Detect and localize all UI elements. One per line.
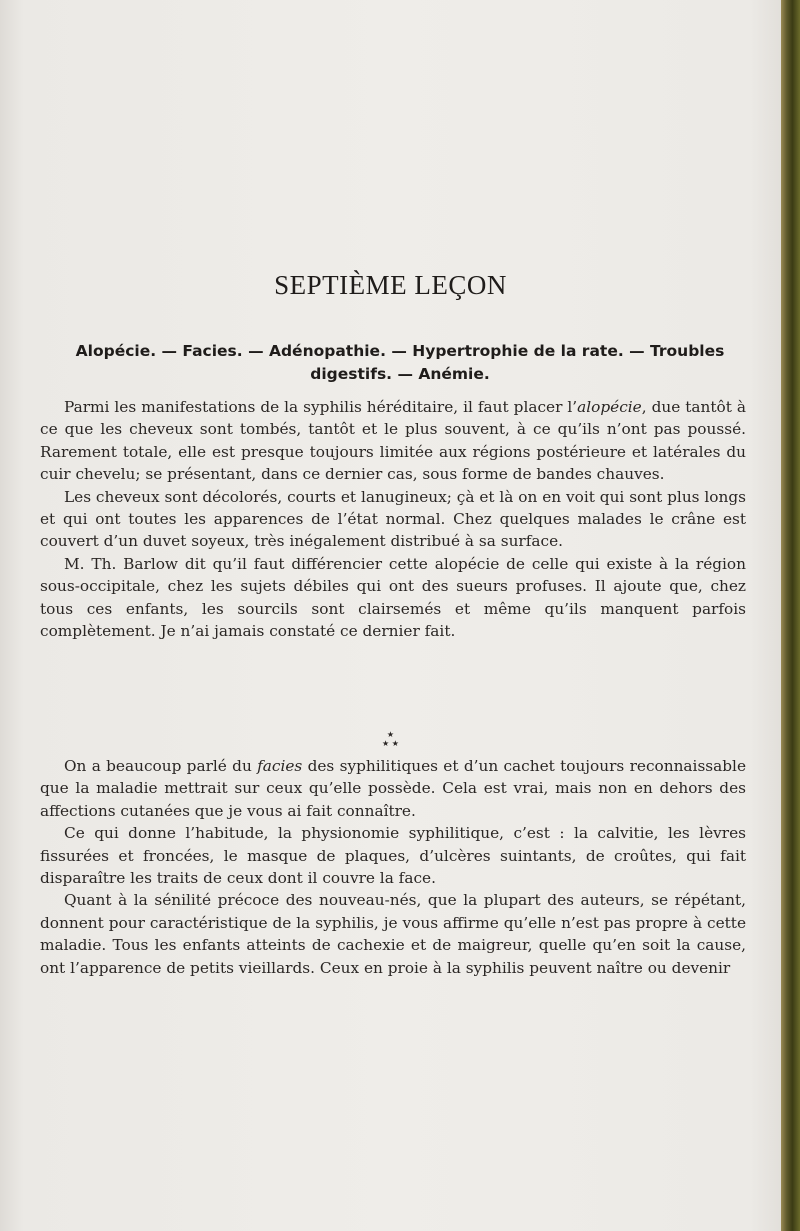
paragraph-4: [40, 755, 746, 822]
paragraph-3: M. Th. Barlow dit qu’il faut différencier cette alopécie de celle qui existe à la région sous-occipitale, chez les sujets débiles qui ont des sueurs profuses. Il ajoute que, chez tous ces enfants, les sourcils sont clairsemés et même qu’ils manquent parfois complètement. Je n’ai jamais constaté ce dernier fait.: [40, 554, 746, 641]
paragraph-4-text-a: On a beaucoup parlé du: [64, 757, 258, 775]
separator-star-top: ★: [386, 730, 395, 739]
paragraph-5: Ce qui donne l’habitude, la physionomie syphilitique, c’est : la calvitie, les lèvres fissurées et froncées, le masque de plaques, d’ulcères suintants, de croûtes, qui fait disparaître les traits de ceux dont il couvre la face.: [40, 824, 746, 888]
paragraph-1: [40, 396, 746, 486]
paragraph-1-emphasis: alopécie: [577, 398, 642, 416]
paragraph-4-text-b: des syphilitiques et d’un cachet toujours reconnaissable que la maladie mettrait sur ceux qu’elle possède. Cela est vrai, mais non en dehors des affections cutanées que je vous ai fait connaître.: [40, 757, 747, 820]
section-facies: [40, 755, 746, 979]
separator-stars-bottom: ★ ★: [382, 739, 399, 748]
paragraph-2: Les cheveux sont décolorés, courts et lanugineux; çà et là on en voit qui sont plus longs et qui ont toutes les apparences de l’état normal. Chez quelques malades le crâne est couvert d’un duvet soyeux, très inégalement distribué à sa surface.: [40, 487, 746, 551]
paragraph-6: Quant à la sénilité précoce des nouveau-nés, que la plupart des auteurs, se répétant, donnent pour caractéristique de la syphilis, je vous affirme qu’elle n’est pas propre à cette maladie. Tous les enfants atteints de cachexie et de maigreur, quelle qu’en soit la cause, ont l’apparence de petits vieillards. Ceux en proie à la syphilis peuvent naître ou devenir: [40, 891, 746, 977]
paragraph-1-text-b: , due tantôt à ce que les cheveux sont tombés, tantôt et le plus souvent, à ce qu’ils n’ont pas poussé. Rarement totale, elle est presque toujours limitée aux régions postérieure et latérales du cuir chevelu; se présentant, dans ce dernier cas, sous forme de bandes chauves.: [40, 398, 746, 484]
section-separator: [0, 730, 781, 748]
chapter-subtitle: Alopécie. — Facies. — Adénopathie. — Hypertrophie de la rate. — Troubles digestifs. — Anémie.: [75, 342, 725, 383]
book-binding-edge: [781, 0, 800, 1231]
section-alopecia: [40, 396, 746, 642]
paragraph-1-text-a: Parmi les manifestations de la syphilis héréditaire, il faut placer l’: [64, 398, 578, 416]
chapter-title: SEPTIÈME LEÇON: [274, 270, 507, 300]
paragraph-4-emphasis: facies: [257, 757, 303, 775]
